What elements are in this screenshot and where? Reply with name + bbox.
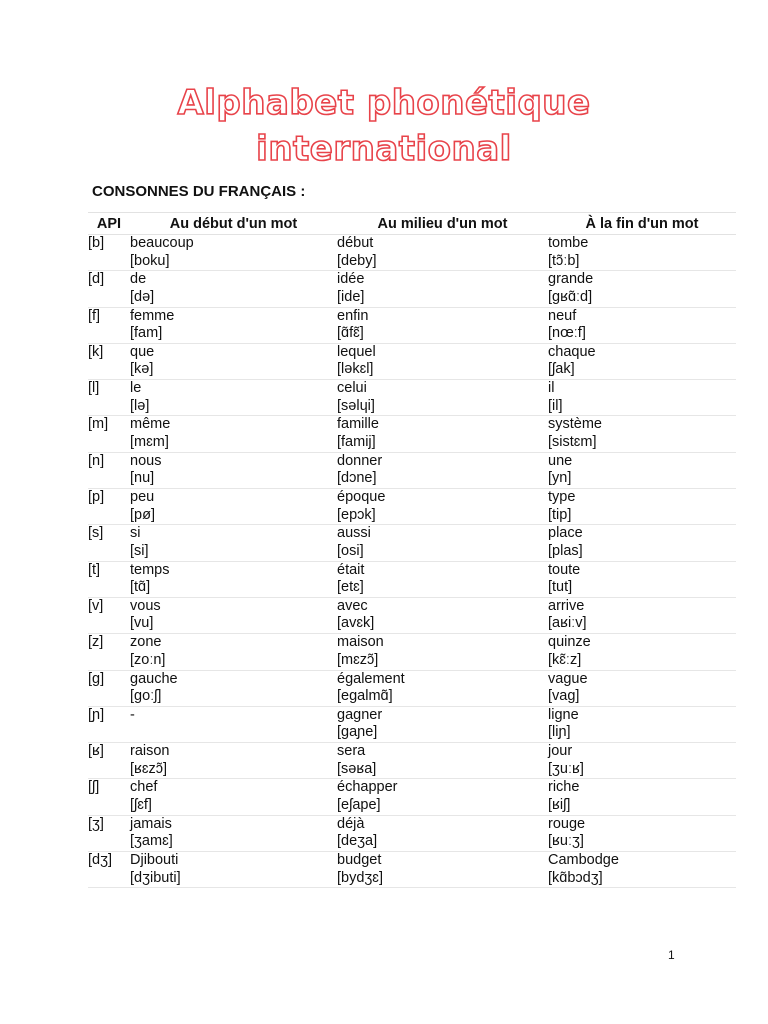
api-symbol-cell: [v] xyxy=(88,597,130,633)
example-word: jour xyxy=(548,743,573,760)
example-word: gauche xyxy=(130,670,178,687)
header-api: API xyxy=(88,213,130,235)
example-transcription: [kə] xyxy=(130,361,154,378)
example-word: était xyxy=(337,561,365,578)
api-symbol-cell: [ʁ] xyxy=(88,743,130,779)
example-transcription: [etɛ] xyxy=(337,579,364,596)
consonants-table xyxy=(88,212,736,888)
api-symbol-cell: [f] xyxy=(88,307,130,343)
example-transcription: [ʁuːʒ] xyxy=(548,833,584,850)
example-word: sera xyxy=(337,743,366,760)
example-word: système xyxy=(548,416,602,433)
example-word: type xyxy=(548,489,576,506)
api-symbol-cell: [g] xyxy=(88,670,130,706)
table-row xyxy=(88,706,736,742)
example-word: temps xyxy=(130,561,170,578)
page-title xyxy=(0,80,768,172)
example-transcription: [vu] xyxy=(130,615,154,632)
example-word: neuf xyxy=(548,307,577,324)
example-word: chef xyxy=(130,779,158,796)
start-example-cell xyxy=(130,561,337,597)
api-symbol-cell: [ɲ] xyxy=(88,706,130,742)
example-word: donner xyxy=(337,452,383,469)
table-header-row xyxy=(88,213,736,235)
api-symbol-cell: [ʒ] xyxy=(88,815,130,851)
example-word: déjà xyxy=(337,815,365,832)
table-row xyxy=(88,634,736,670)
table-row xyxy=(88,525,736,561)
api-symbol-cell: [b] xyxy=(88,235,130,271)
api-symbol-cell: [t] xyxy=(88,561,130,597)
example-transcription: [ʒuːʁ] xyxy=(548,760,584,777)
middle-example-cell xyxy=(337,706,548,742)
example-word: vague xyxy=(548,670,588,687)
example-transcription: [mɛm] xyxy=(130,433,169,450)
example-transcription: [pø] xyxy=(130,506,155,523)
example-transcription: [boku] xyxy=(130,252,170,269)
end-example-cell xyxy=(548,634,736,670)
example-word: époque xyxy=(337,489,386,506)
middle-example-cell xyxy=(337,307,548,343)
api-symbol-cell: [p] xyxy=(88,489,130,525)
middle-example-cell xyxy=(337,343,548,379)
start-example-cell xyxy=(130,489,337,525)
start-example-cell xyxy=(130,235,337,271)
example-word: échapper xyxy=(337,779,398,796)
api-symbol-cell: [ʃ] xyxy=(88,779,130,815)
example-word: quinze xyxy=(548,634,591,651)
example-transcription: [zoːn] xyxy=(130,651,166,668)
example-transcription: [ʃak] xyxy=(548,361,575,378)
api-symbol-cell: [m] xyxy=(88,416,130,452)
example-word: aussi xyxy=(337,525,371,542)
example-word: gagner xyxy=(337,706,383,723)
start-example-cell xyxy=(130,597,337,633)
table-row xyxy=(88,489,736,525)
api-symbol-cell: [s] xyxy=(88,525,130,561)
end-example-cell xyxy=(548,235,736,271)
api-symbol-cell: [n] xyxy=(88,452,130,488)
example-word: avec xyxy=(337,597,368,614)
example-transcription: [vag] xyxy=(548,688,580,705)
table-row xyxy=(88,597,736,633)
example-word: arrive xyxy=(548,597,585,614)
middle-example-cell xyxy=(337,380,548,416)
table-row xyxy=(88,815,736,851)
end-example-cell xyxy=(548,597,736,633)
table-row xyxy=(88,416,736,452)
middle-example-cell xyxy=(337,597,548,633)
end-example-cell xyxy=(548,525,736,561)
example-word: une xyxy=(548,452,573,469)
example-word: même xyxy=(130,416,171,433)
example-word: lequel xyxy=(337,343,376,360)
example-transcription: [sistɛm] xyxy=(548,433,597,450)
middle-example-cell xyxy=(337,815,548,851)
example-word: idée xyxy=(337,271,365,288)
api-symbol-cell: [dʒ] xyxy=(88,852,130,888)
table-row xyxy=(88,235,736,271)
example-word: place xyxy=(548,525,583,542)
example-transcription: [lə] xyxy=(130,397,150,414)
example-transcription: [si] xyxy=(130,542,149,559)
example-transcription: [tip] xyxy=(548,506,572,523)
header-fin: À la fin d'un mot xyxy=(548,213,736,235)
example-transcription: [il] xyxy=(548,397,563,414)
example-word: budget xyxy=(337,852,382,869)
start-example-cell xyxy=(130,852,337,888)
example-word: si xyxy=(130,525,141,542)
example-transcription: [tɑ̃] xyxy=(130,579,151,596)
start-example-cell xyxy=(130,416,337,452)
section-heading: CONSONNES DU FRANÇAIS : xyxy=(92,183,306,200)
header-debut: Au début d'un mot xyxy=(130,213,337,235)
api-symbol-cell: [z] xyxy=(88,634,130,670)
page-number: 1 xyxy=(668,948,675,962)
example-transcription: [də] xyxy=(130,288,155,305)
example-word: femme xyxy=(130,307,175,324)
example-transcription: [goːʃ] xyxy=(130,688,162,705)
example-transcription: [egalmɑ̃] xyxy=(337,688,393,705)
end-example-cell xyxy=(548,380,736,416)
table-row xyxy=(88,561,736,597)
example-word: celui xyxy=(337,380,367,397)
example-transcription: [ləkɛl] xyxy=(337,361,374,378)
example-transcription: [kɑ̃bɔdʒ] xyxy=(548,869,603,886)
example-word: il xyxy=(548,380,555,397)
example-transcription: [dʒibuti] xyxy=(130,869,181,886)
example-word: rouge xyxy=(548,815,586,832)
middle-example-cell xyxy=(337,634,548,670)
table-row xyxy=(88,779,736,815)
end-example-cell xyxy=(548,271,736,307)
middle-example-cell xyxy=(337,416,548,452)
example-transcription: [tut] xyxy=(548,579,573,596)
table-row xyxy=(88,307,736,343)
example-transcription: [ʁiʃ] xyxy=(548,796,571,813)
end-example-cell xyxy=(548,452,736,488)
example-word: toute xyxy=(548,561,581,578)
middle-example-cell xyxy=(337,743,548,779)
example-transcription: [ɑ̃fɛ̃] xyxy=(337,325,364,342)
example-transcription: [bydʒɛ] xyxy=(337,869,383,886)
start-example-cell xyxy=(130,525,337,561)
middle-example-cell xyxy=(337,452,548,488)
example-word: riche xyxy=(548,779,580,796)
api-symbol-cell: [l] xyxy=(88,380,130,416)
api-symbol-cell: [k] xyxy=(88,343,130,379)
end-example-cell xyxy=(548,343,736,379)
example-transcription: [deby] xyxy=(337,252,377,269)
end-example-cell xyxy=(548,561,736,597)
example-transcription: [eʃape] xyxy=(337,796,381,813)
example-word: que xyxy=(130,343,155,360)
middle-example-cell xyxy=(337,525,548,561)
example-word: raison xyxy=(130,743,170,760)
start-example-cell xyxy=(130,343,337,379)
example-transcription: [tɔ̃ːb] xyxy=(548,252,580,269)
start-example-cell xyxy=(130,634,337,670)
header-milieu: Au milieu d'un mot xyxy=(337,213,548,235)
example-transcription: [ʁɛzɔ̃] xyxy=(130,760,168,777)
example-word: début xyxy=(337,235,374,251)
example-word: chaque xyxy=(548,343,596,360)
table-row xyxy=(88,852,736,888)
table-row xyxy=(88,670,736,706)
start-example-cell xyxy=(130,779,337,815)
start-example-cell xyxy=(130,706,337,742)
middle-example-cell xyxy=(337,235,548,271)
example-transcription: [yn] xyxy=(548,470,572,487)
start-example-cell xyxy=(130,271,337,307)
example-word: nous xyxy=(130,452,162,469)
middle-example-cell xyxy=(337,779,548,815)
table-row xyxy=(88,380,736,416)
example-transcription: [avɛk] xyxy=(337,615,375,632)
example-word: beaucoup xyxy=(130,235,194,251)
example-transcription: [səʁa] xyxy=(337,760,377,777)
example-transcription: [famij] xyxy=(337,433,376,450)
table-row xyxy=(88,743,736,779)
example-word: zone xyxy=(130,634,162,651)
middle-example-cell xyxy=(337,271,548,307)
example-word: vous xyxy=(130,597,161,614)
start-example-cell xyxy=(130,307,337,343)
table-row xyxy=(88,452,736,488)
example-transcription: [fam] xyxy=(130,325,163,342)
example-word: ligne xyxy=(548,706,579,723)
end-example-cell xyxy=(548,779,736,815)
end-example-cell xyxy=(548,743,736,779)
example-word: - xyxy=(130,706,135,723)
middle-example-cell xyxy=(337,561,548,597)
example-transcription: [epɔk] xyxy=(337,506,376,523)
example-transcription: [gaɲe] xyxy=(337,724,378,741)
example-word: grande xyxy=(548,271,594,288)
table-body xyxy=(88,235,736,888)
end-example-cell xyxy=(548,416,736,452)
example-transcription: [ide] xyxy=(337,288,365,305)
example-transcription: [plas] xyxy=(548,542,583,559)
example-word: le xyxy=(130,380,142,397)
end-example-cell xyxy=(548,489,736,525)
middle-example-cell xyxy=(337,670,548,706)
example-transcription: [gʁɑ̃ːd] xyxy=(548,288,593,305)
table-row xyxy=(88,271,736,307)
example-word: également xyxy=(337,670,405,687)
example-transcription: [deʒa] xyxy=(337,833,378,850)
example-word: jamais xyxy=(130,815,172,832)
start-example-cell xyxy=(130,380,337,416)
end-example-cell xyxy=(548,852,736,888)
middle-example-cell xyxy=(337,852,548,888)
example-transcription: [kɛ̃ːz] xyxy=(548,651,582,668)
start-example-cell xyxy=(130,452,337,488)
example-word: de xyxy=(130,271,147,288)
example-word: Djibouti xyxy=(130,852,179,869)
example-transcription: [liɲ] xyxy=(548,724,571,741)
example-word: Cambodge xyxy=(548,852,619,869)
example-word: maison xyxy=(337,634,384,651)
api-symbol-cell: [d] xyxy=(88,271,130,307)
example-word: peu xyxy=(130,489,155,506)
example-transcription: [ʒamɛ] xyxy=(130,833,173,850)
page-title-line-1: Alphabet phonétique xyxy=(177,83,591,123)
middle-example-cell xyxy=(337,489,548,525)
example-word: tombe xyxy=(548,235,589,251)
end-example-cell xyxy=(548,670,736,706)
example-transcription: [dɔne] xyxy=(337,470,377,487)
start-example-cell xyxy=(130,743,337,779)
example-word: enfin xyxy=(337,307,369,324)
table-row xyxy=(88,343,736,379)
example-transcription: [mɛzɔ̃] xyxy=(337,651,379,668)
example-transcription: [nœːf] xyxy=(548,325,586,342)
example-transcription: [ʃɛf] xyxy=(130,796,152,813)
start-example-cell xyxy=(130,670,337,706)
end-example-cell xyxy=(548,706,736,742)
page-title-line-2: international xyxy=(256,129,512,169)
example-transcription: [aʁiːv] xyxy=(548,615,587,632)
example-transcription: [səlɥi] xyxy=(337,397,375,414)
example-transcription: [osi] xyxy=(337,542,364,559)
end-example-cell xyxy=(548,815,736,851)
example-word: famille xyxy=(337,416,379,433)
end-example-cell xyxy=(548,307,736,343)
example-transcription: [nu] xyxy=(130,470,155,487)
start-example-cell xyxy=(130,815,337,851)
